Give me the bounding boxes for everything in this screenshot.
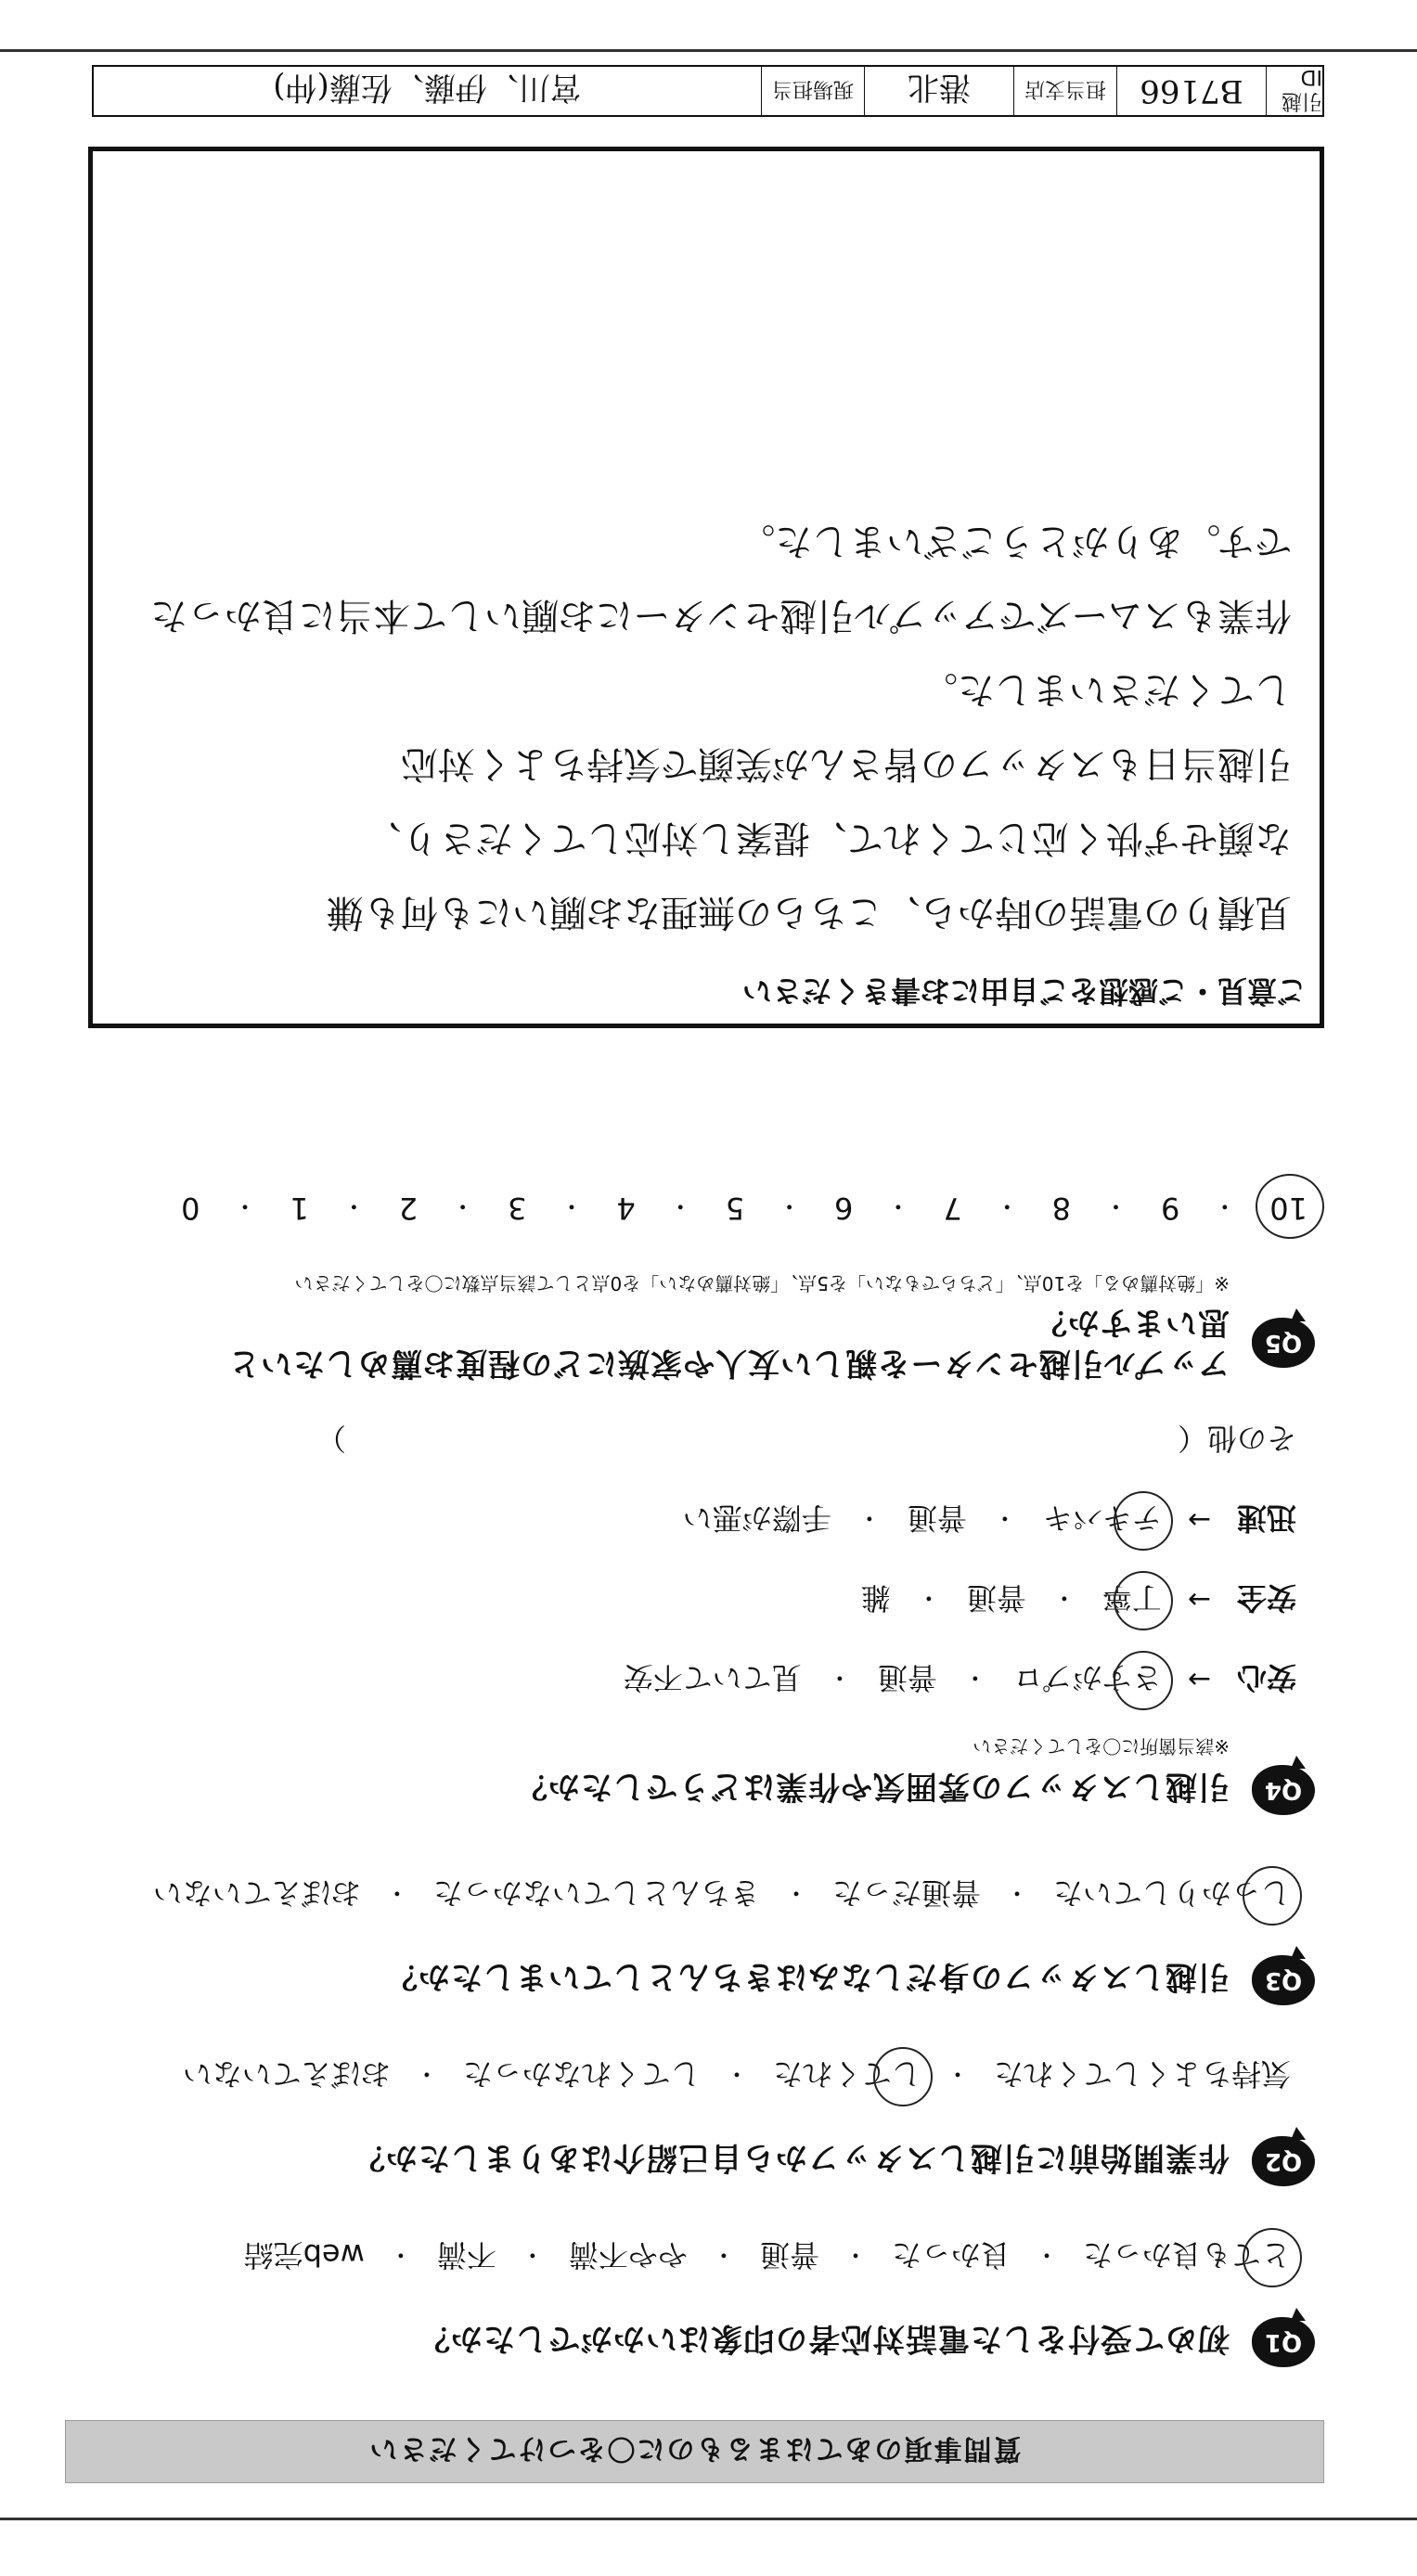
q4-option[interactable]: 見ていて不安 [623, 1660, 802, 1695]
question-3 [71, 1874, 1315, 2005]
arrow-icon: → [1187, 1583, 1211, 1616]
scale-option[interactable]: 9 [1160, 1191, 1180, 1226]
q1-option[interactable]: 良かった [891, 2237, 1011, 2273]
q1-option[interactable]: web完結 [243, 2237, 365, 2273]
q4-option[interactable]: 普通 [907, 1501, 967, 1536]
q4-category: 迅速 [1236, 1501, 1296, 1536]
comment-line: 見積りの電話の時から、こちらの無理なお願いにも何も嫌 [327, 891, 1292, 934]
q1-options: とても良かった ・ 良かった ・ 普通 ・ やや不満 ・ 不満 ・ web完結 [71, 2235, 1296, 2278]
q2-option[interactable]: してくれた [767, 2054, 927, 2097]
leader-label: 現場担当 [761, 67, 864, 115]
q2-option[interactable]: してくれなかった [462, 2056, 701, 2092]
q4-note: ※該当箇所に〇をしてください [973, 1735, 1230, 1758]
q4-option[interactable]: 普通 [877, 1660, 937, 1695]
q4-category: 安全 [1236, 1580, 1296, 1616]
id-value: B7166 [1116, 67, 1266, 115]
bottom-scan-edge [0, 49, 1417, 52]
q3-option[interactable]: おぼえていない [152, 1875, 361, 1911]
q3-options: しっかりしていた ・ 普通だった ・ きちんとしていなかった ・ おぼえていない [71, 1874, 1296, 1916]
instruction-band: 質問事項のあてはまるものに〇をつけてください [65, 2420, 1324, 2483]
q1-option[interactable]: 普通 [759, 2237, 819, 2273]
q5-badge: Q5 [1252, 1318, 1315, 1368]
scale-option[interactable]: 0 [181, 1191, 200, 1226]
comment-line: な顔せず快く応じてくれて、提案し対応してくださり、 [364, 817, 1292, 859]
q3-option[interactable]: しっかりしていた [1048, 1874, 1296, 1916]
staff-info-table [92, 65, 1324, 117]
q4-text: 引越しスタッフの雰囲気や作業はどうでしたか？ [515, 1768, 1230, 1806]
comment-handwriting [121, 504, 1292, 949]
top-scan-edge [0, 2518, 1417, 2520]
scale-option[interactable]: 2 [398, 1191, 419, 1226]
scale-option[interactable]: 5 [725, 1191, 745, 1226]
q2-badge: Q2 [1252, 2136, 1315, 2186]
question-1 [71, 2235, 1315, 2367]
q1-badge: Q1 [1252, 2317, 1315, 2367]
scale-option[interactable]: 6 [834, 1191, 854, 1226]
q4-option[interactable]: テキパキ [1037, 1499, 1167, 1541]
q4-option[interactable]: 手際が悪い [682, 1501, 831, 1536]
q1-option[interactable]: やや不満 [568, 2237, 688, 2273]
q3-text: 引越しスタッフの身だしなみはきちんとしていましたか？ [385, 1958, 1230, 1996]
q3-option[interactable]: きちんとしていなかった [432, 1875, 760, 1911]
q2-options: 気持ちよくしてくれた ・ してくれた ・ してくれなかった ・ おぼえていない [71, 2054, 1296, 2097]
scale-option[interactable]: 3 [508, 1191, 527, 1226]
question-5 [71, 1271, 1315, 1384]
scale-option[interactable]: 7 [943, 1191, 962, 1226]
branch-value: 港北 [864, 67, 1013, 115]
question-2 [71, 2054, 1315, 2186]
q4-row-jinsoku: 迅速 → テキパキ ・ 普通 ・ 手際が悪い [71, 1499, 1296, 1541]
scale-option[interactable]: 8 [1051, 1191, 1072, 1226]
q2-option[interactable]: 気持ちよくしてくれた [993, 2056, 1291, 2092]
comment-line: 作業もスムーズでアップル引越センターにお願いして本当に良かった [150, 594, 1292, 637]
q5-text: アップル引越センターを親しい友人や家族にどの程度お薦めしたいと思いますか？ [227, 1304, 1230, 1382]
q4-option[interactable]: 丁寧 [1097, 1578, 1167, 1621]
comment-line: してくださいました。 [921, 668, 1292, 711]
q4-badge: Q4 [1252, 1765, 1315, 1815]
leader-value: 宮川、伊藤、佐藤(仲) [273, 69, 582, 107]
q2-text: 作業開始前に引越しスタッフから自己紹介はありましたか？ [353, 2139, 1230, 2177]
comment-line: 引越当日もスタッフの皆さんが笑顔で気持ちよく対応 [401, 742, 1292, 785]
q4-other-row [71, 1419, 1296, 1462]
arrow-icon: → [1187, 1503, 1211, 1537]
q3-option[interactable]: 普通だった [831, 1875, 981, 1911]
scale-option[interactable]: 4 [616, 1191, 636, 1226]
id-label: 引越ID [1266, 67, 1322, 115]
q1-option[interactable]: とても良かった [1077, 2235, 1296, 2278]
comment-line: です。ありがとうございました。 [738, 520, 1292, 562]
q4-option[interactable]: さすがプロ [1008, 1658, 1167, 1701]
scale-option[interactable]: 1 [290, 1191, 309, 1226]
q4-option[interactable]: 雑 [860, 1580, 891, 1616]
q3-badge: Q3 [1252, 1955, 1315, 2005]
q4-category: 安心 [1236, 1660, 1296, 1695]
branch-label: 担当支店 [1013, 67, 1116, 115]
comment-box[interactable] [88, 147, 1324, 1028]
comment-title: ご意見・ご感想をご自由にお書きください [741, 973, 1307, 1009]
q2-option[interactable]: おぼえていない [182, 2056, 391, 2092]
scale-option[interactable]: 10 [1262, 1191, 1315, 1226]
q4-row-anshin: 安心 → さすがプロ ・ 普通 ・ 見ていて不安 [71, 1658, 1296, 1701]
q1-option[interactable]: 不満 [436, 2237, 496, 2273]
q4-row-anzen: 安全 → 丁寧 ・ 普通 ・ 雑 [71, 1578, 1296, 1621]
q1-text: 初めて受付をした電話対応者の印象はいかがでしたか？ [418, 2320, 1230, 2358]
q5-note: ※「絶対薦める」を10点、「どちらでもない」を5点、「絶対薦めない」を0点として該当点数に〇をしてください [294, 1272, 1230, 1294]
q4-other-field[interactable]: その他（ ） [316, 1421, 1296, 1456]
arrow-icon: → [1187, 1663, 1211, 1696]
recommend-scale: 10 ・ 9 ・ 8 ・ 7 ・ 6 ・ 5 ・ 4 ・ 3 ・ 2 ・ 1 ・ 0 [174, 1191, 1315, 1226]
question-4 [71, 1419, 1315, 1815]
q4-option[interactable]: 普通 [966, 1580, 1026, 1616]
